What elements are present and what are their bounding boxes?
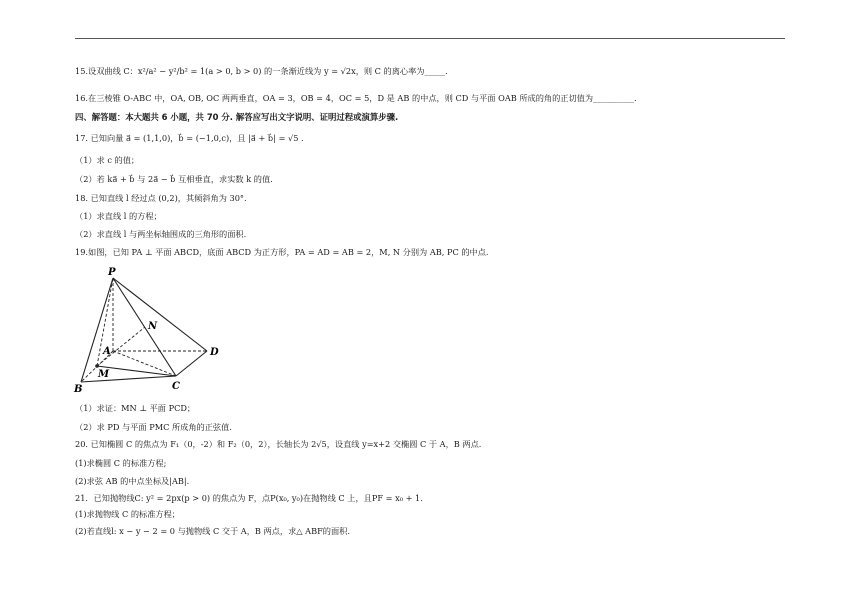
label-m: M bbox=[98, 369, 110, 380]
pyramid-figure bbox=[72, 265, 232, 395]
question-17-stem: 17. 已知向量 a⃗ = (1,1,0)，b⃗ = (−1,0,c)，且 |a⃗ + b⃗| = √5 . bbox=[75, 133, 304, 143]
question-19-stem: 19.如图，已知 PA ⊥ 平面 ABCD，底面 ABCD 为正方形，PA = AD = AB = 2，M, N 分别为 AB, PC 的中点. bbox=[75, 247, 489, 257]
label-c: C bbox=[172, 381, 180, 392]
section-heading: 四、解答题：本大题共 6 小题，共 70 分. 解答应写出文字说明、证明过程或演算步骤. bbox=[75, 112, 399, 122]
label-b: B bbox=[74, 384, 83, 395]
question-17-part-2: （2）若 ka⃗ + b⃗ 与 2a⃗ − b⃗ 互相垂直，求实数 k 的值. bbox=[75, 174, 273, 184]
question-15: 15.设双曲线 C：x²/a² − y²/b² = 1(a > 0, b > 0) 的一条渐近线为 y = √2x，则 C 的离心率为_____. bbox=[75, 66, 448, 76]
question-20-part-2: (2)求弦 AB 的中点坐标及|AB|. bbox=[75, 476, 190, 486]
question-21-part-1: (1)求抛物线 C 的标准方程； bbox=[75, 509, 180, 519]
label-p: P bbox=[108, 267, 116, 278]
question-19-part-1: （1）求证：MN ⊥ 平面 PCD； bbox=[75, 403, 196, 413]
question-20-part-1: (1)求椭圆 C 的标准方程; bbox=[75, 458, 167, 468]
label-n: N bbox=[148, 321, 158, 332]
question-19-part-2: （2）求 PD 与平面 PMC 所成角的正弦值. bbox=[75, 422, 232, 432]
question-18-part-2: （2）求直线 l 与两坐标轴围成的三角形的面积. bbox=[75, 229, 247, 239]
question-16: 16.在三棱锥 O-ABC 中，OA, OB, OC 两两垂直，OA = 3，OB = 4，OC = 5，D 是 AB 的中点，则 CD 与平面 OAB 所成的角的正切值为__________. bbox=[75, 93, 637, 103]
question-18-part-1: （1）求直线 l 的方程； bbox=[75, 211, 162, 221]
question-18-stem: 18. 已知直线 l 经过点 (0,2)，其倾斜角为 30°. bbox=[75, 193, 247, 203]
label-d: D bbox=[210, 347, 219, 358]
header-rule bbox=[75, 38, 785, 39]
label-a: A bbox=[103, 346, 111, 357]
question-20-stem: 20. 已知椭圆 C 的焦点为 F₁（0，-2）和 F₂（0，2），长轴长为 2√5，设直线 y=x+2 交椭圆 C 于 A，B 两点. bbox=[75, 439, 482, 449]
question-21-stem: 21．已知抛物线C: y² = 2px(p > 0) 的焦点为 F，点P(x₀, y₀)在抛物线 C 上，且PF = x₀ + 1. bbox=[75, 493, 423, 503]
question-17-part-1: （1）求 c 的值； bbox=[75, 155, 140, 165]
question-21-part-2: (2)若直线l: x − y − 2 = 0 与抛物线 C 交于 A，B 两点，求△ ABF的面积. bbox=[75, 526, 350, 536]
